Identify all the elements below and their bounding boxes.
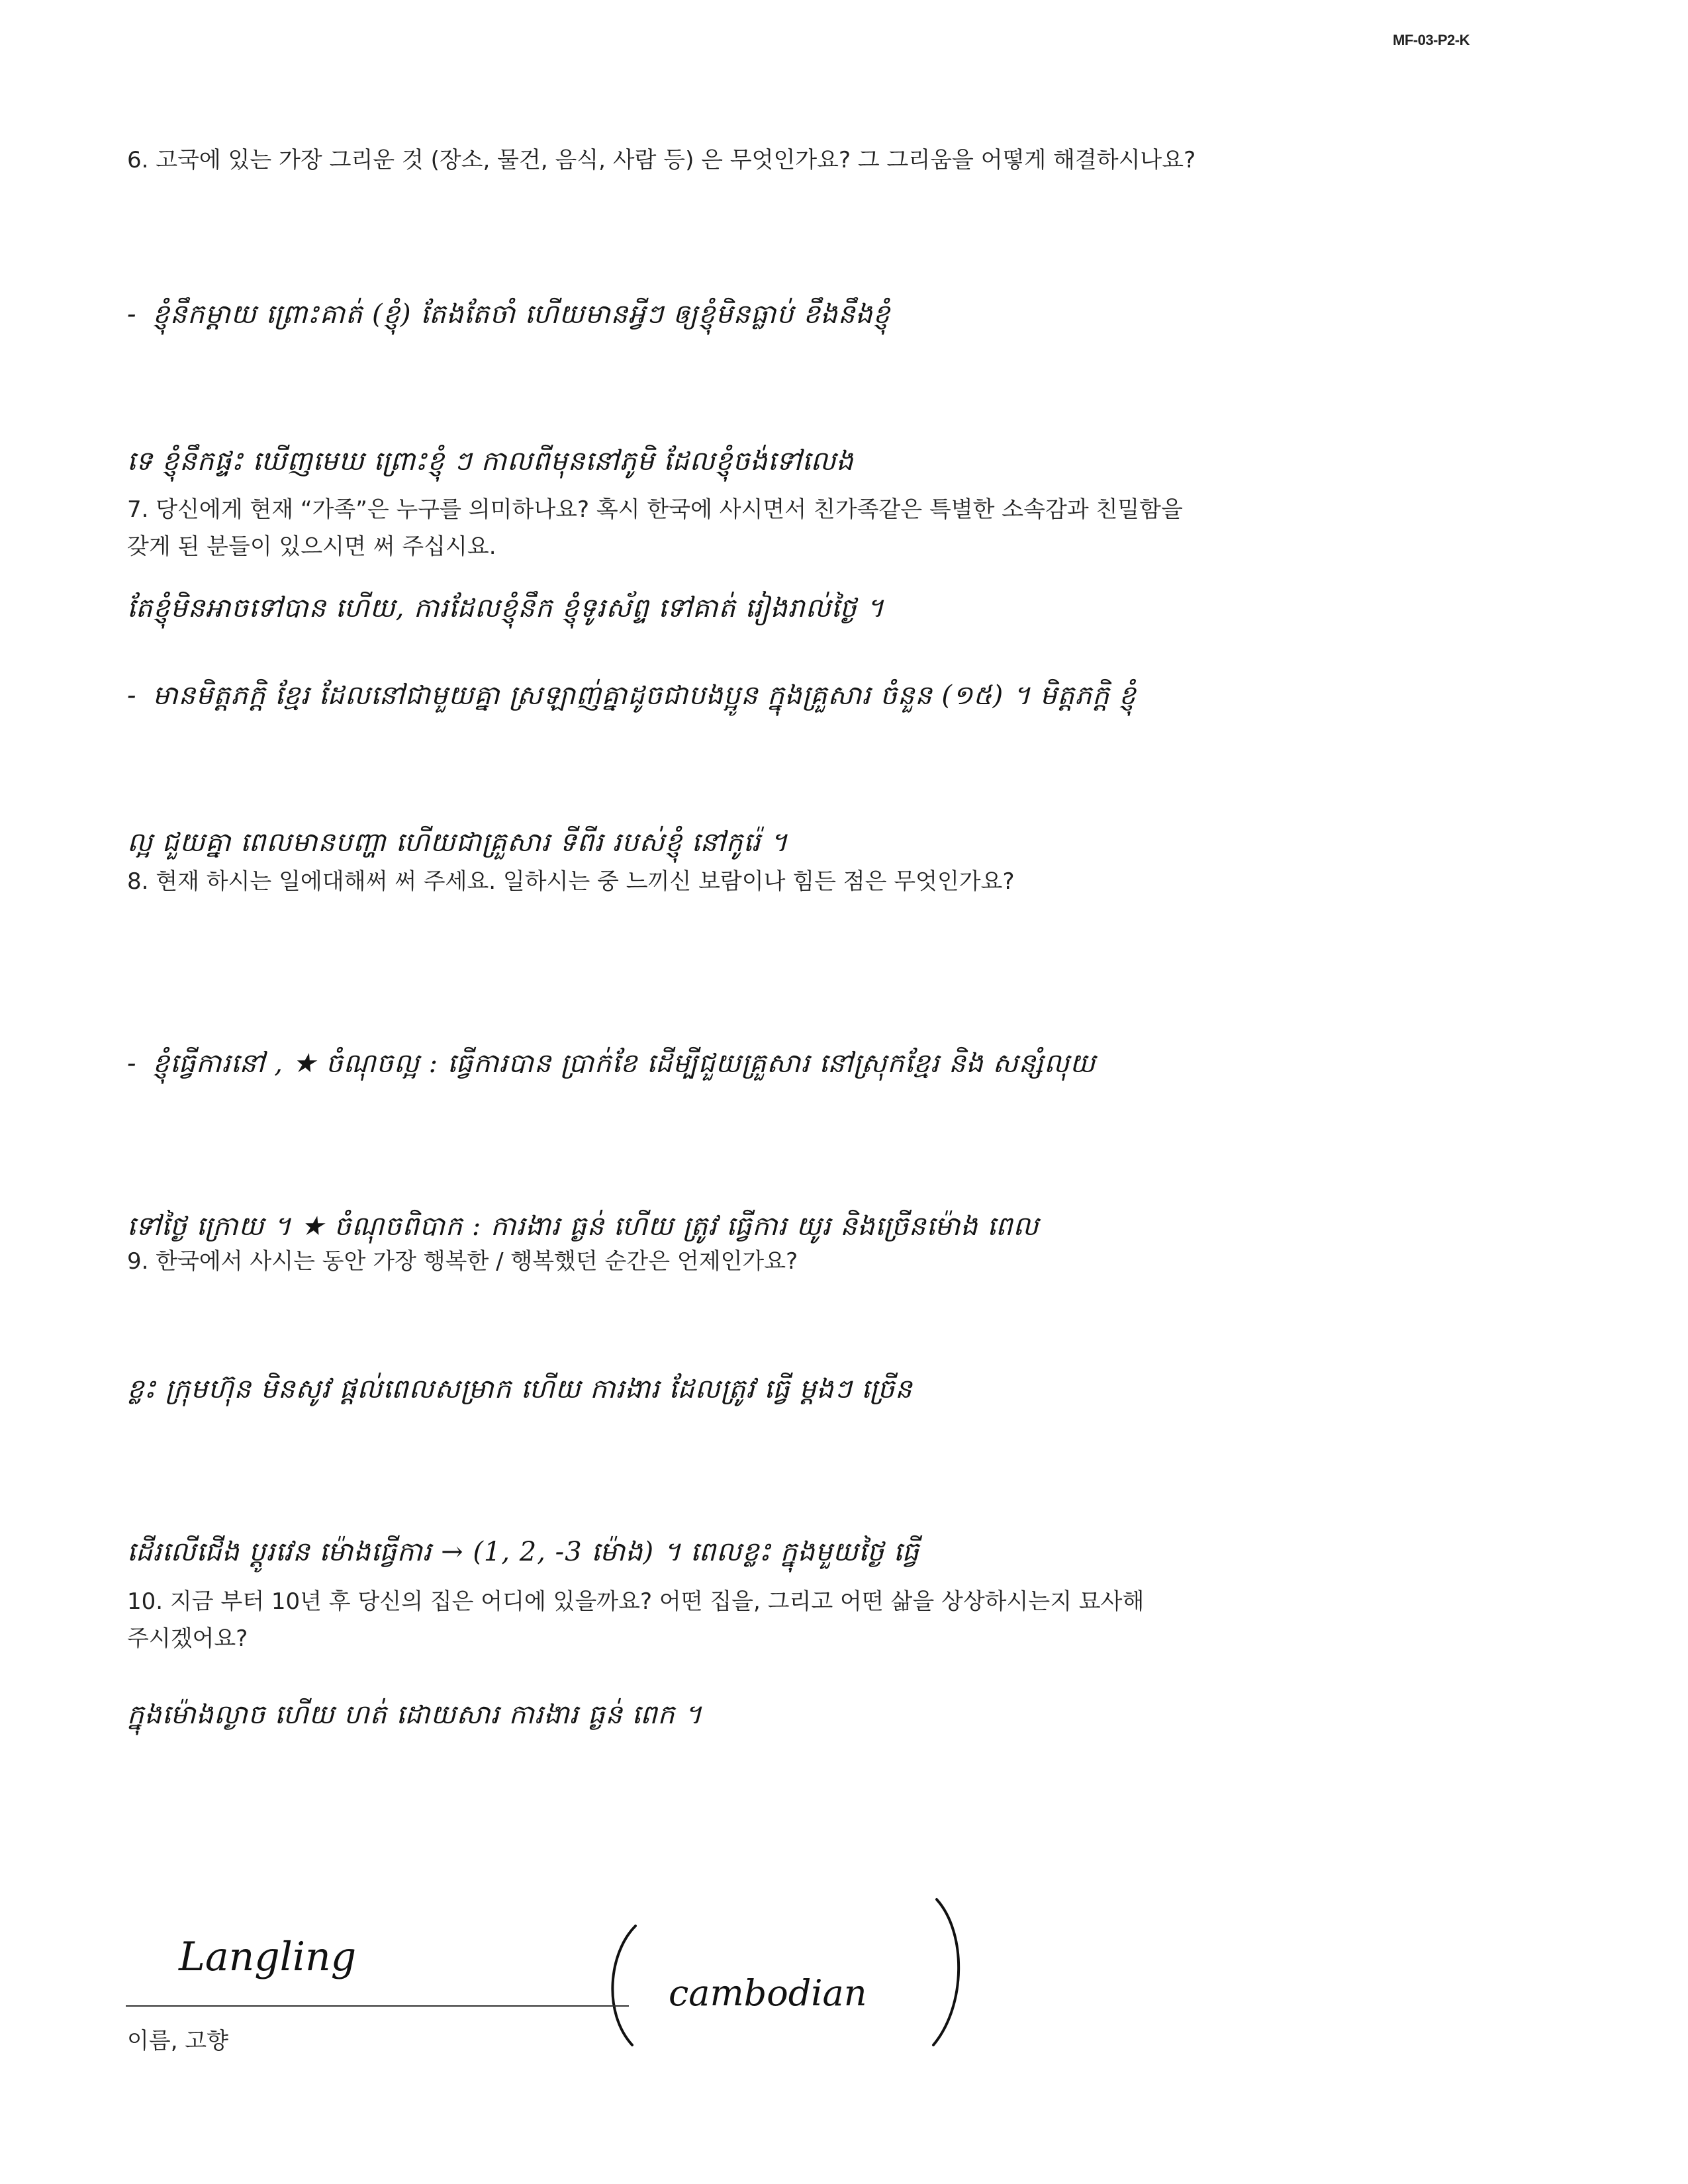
question-8-prompt: 8. 현재 하시는 일에대해써 써 주세요. 일하시는 중 느끼신 보람이나 힘든 점은 무엇인가요? bbox=[127, 868, 1015, 895]
answer-line: ទៅថ្ងៃ ក្រោយ ។ ★ ចំណុចពិបាក : ការងារ ធ្ងន់ ហើយ ត្រូវ ធ្វើការ យូរ និងច្រើនម៉ោង ពេល bbox=[127, 1211, 1039, 1242]
signature-origin: cambodian bbox=[669, 1972, 867, 2014]
question-6-prompt: 6. 고국에 있는 가장 그리운 것 (장소, 물건, 음식, 사람 등) 은 무엇인가요? 그 그리움을 어떻게 해결하시나요? bbox=[127, 147, 1196, 173]
signature-label: 이름, 고향 bbox=[127, 2028, 228, 2054]
question-8-answer bbox=[127, 928, 1583, 1796]
answer-line-text: ខ្ញុំនឹកម្ដាយ ព្រោះគាត់ (ខ្ញុំ) តែងតែចាំ ហើយមានអ្វីៗ ឲ្យខ្ញុំមិនធ្លាប់ ខឹងនឹងខ្ញុំ bbox=[152, 299, 891, 330]
doc-code: MF-03-P2-K bbox=[1393, 32, 1470, 48]
answer-line-text: មានមិត្តភក្តិ ខ្មែរ ដែលនៅជាមួយគ្នា ស្រឡាញ់គ្នាដូចជាបងប្អូន ក្នុងគ្រួសារ ចំនួន (១៥) ។ មិត្តភក្តិ ខ្ញុំ bbox=[152, 680, 1137, 711]
question-9-prompt: 9. 한국에서 사시는 동안 가장 행복한 / 행복했던 순간은 언제인가요? bbox=[127, 1248, 798, 1275]
question-7-prompt: 7. 당신에게 현재 “가족”은 누구를 의미하나요? 혹시 한국에 사시면서 친가족같은 특별한 소속감과 친밀함을 갖게 된 분들이 있으시면 써 주십시요. bbox=[127, 496, 1183, 560]
answer-line: ដើរលើជើង ប្ដូរវេន ម៉ោងធ្វើការ → (1, 2, -3 ម៉ោង) ។ ពេលខ្លះ ក្នុងមួយថ្ងៃ ធ្វើ bbox=[127, 1537, 919, 1567]
answer-line: - ខ្ញុំធ្វើការនៅ , ★ ចំណុចល្អ : ធ្វើការបាន ប្រាក់ខែ ដើម្បីជួយគ្រួសារ នៅស្រុកខ្មែរ និង សន្សំលុយ bbox=[127, 1048, 1096, 1079]
answer-line: ទេ ខ្ញុំនឹកផ្ទះ ឃើញមេឃ ព្រោះខ្ញុំ ៗ កាលពីមុននៅភូមិ ដែលខ្ញុំចង់ទៅលេង bbox=[127, 446, 854, 477]
answer-line: ខ្លះ ក្រុមហ៊ុន មិនសូវ ផ្ដល់ពេលសម្រាក ហើយ ការងារ ដែលត្រូវ ធ្វើ ម្ដងៗ ច្រើន bbox=[127, 1374, 913, 1404]
signature-line bbox=[126, 2005, 629, 2007]
signature-name: Langling bbox=[179, 1934, 357, 1980]
answer-line: - ខ្ញុំនឹកម្ដាយ ព្រោះគាត់ (ខ្ញុំ) តែងតែចាំ ហើយមានអ្វីៗ ឲ្យខ្ញុំមិនធ្លាប់ ខឹងនឹងខ្ញុំ bbox=[127, 299, 891, 330]
answer-line: - មានមិត្តភក្តិ ខ្មែរ ដែលនៅជាមួយគ្នា ស្រឡាញ់គ្នាដូចជាបងប្អូន ក្នុងគ្រួសារ ចំនួន (១៥) ។ មិត្តភក្តិ ខ្ញុំ bbox=[127, 680, 1137, 711]
left-parenthesis-mark bbox=[596, 1919, 649, 2052]
answer-line: តែខ្ញុំមិនអាចទៅបាន ហើយ, ការដែលខ្ញុំនឹក ខ្ញុំទូរស័ព្ទ ទៅគាត់ រៀងរាល់ថ្ងៃ ។ bbox=[127, 593, 884, 623]
answer-line-text: ខ្ញុំធ្វើការនៅ , ★ ចំណុចល្អ : ធ្វើការបាន ប្រាក់ខែ ដើម្បីជួយគ្រួសារ នៅស្រុកខ្មែរ និង សន្សំលុយ bbox=[152, 1048, 1096, 1079]
answer-line: ល្អ ជួយគ្នា ពេលមានបញ្ហា ហើយជាគ្រួសារ ទីពីរ របស់ខ្ញុំ នៅកូរ៉េ ។ bbox=[127, 827, 788, 858]
answer-line: ក្នុងម៉ោងល្ងាច ហើយ ហត់ ដោយសារ ការងារ ធ្ងន់ ពេក ។ bbox=[127, 1700, 703, 1730]
right-parenthesis-mark bbox=[927, 1893, 980, 2052]
question-10-prompt: 10. 지금 부터 10년 후 당신의 집은 어디에 있을까요? 어떤 집을, 그리고 어떤 삶을 상상하시는지 묘사해 주시겠어요? bbox=[127, 1588, 1145, 1652]
